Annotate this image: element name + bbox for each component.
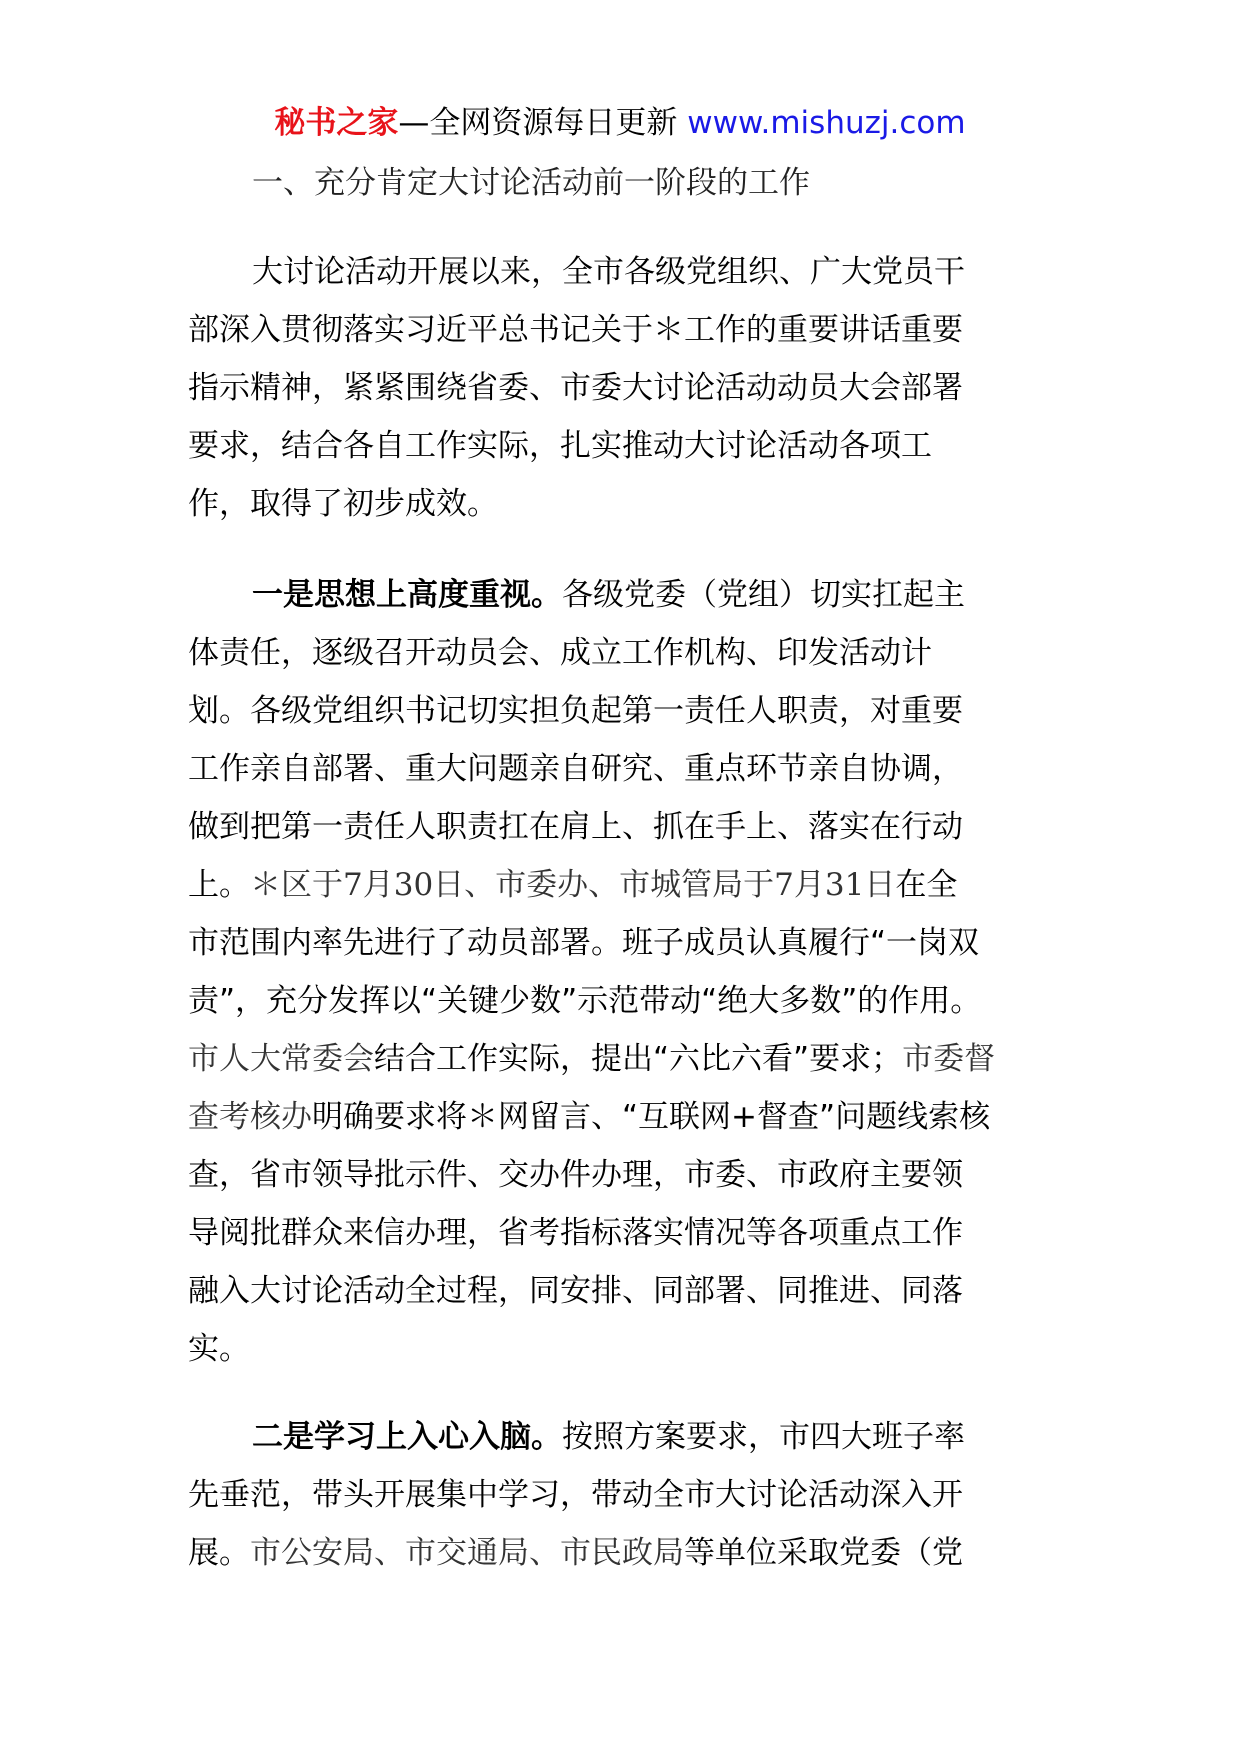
website-link[interactable]: www.mishuzj.com bbox=[687, 105, 966, 141]
paragraph-line: 责”，充分发挥以“关键少数”示范带动“绝大多数”的作用。 bbox=[188, 983, 982, 1019]
watermark-header bbox=[0, 100, 1240, 146]
point-lead: 二是学习上入心入脑。 bbox=[252, 1419, 562, 1455]
brand-name: 秘书之家 bbox=[274, 105, 399, 141]
paragraph-line: 市人大常委会结合工作实际，提出“六比六看”要求；市委督 bbox=[188, 1041, 996, 1077]
paragraph-line: 导阅批群众来信办理，省考指标落实情况等各项重点工作 bbox=[188, 1215, 963, 1251]
paragraph-line: 作，取得了初步成效。 bbox=[188, 486, 498, 522]
paragraph-intro bbox=[188, 243, 1058, 533]
paragraph-line: 体责任，逐级召开动员会、成立工作机构、印发活动计 bbox=[188, 635, 932, 671]
paragraph-line: 实。 bbox=[188, 1331, 250, 1367]
paragraph-line: 市范围内率先进行了动员部署。班子成员认真履行“一岗双 bbox=[188, 925, 980, 961]
slogan-text: —全网资源每日更新 bbox=[398, 105, 688, 141]
paragraph-line: 工作亲自部署、重大问题亲自研究、重点环节亲自协调， bbox=[188, 751, 963, 787]
paragraph-line: 做到把第一责任人职责扛在肩上、抓在手上、落实在行动 bbox=[188, 809, 963, 845]
paragraph-line: 二是学习上入心入脑。按照方案要求，市四大班子率 bbox=[252, 1419, 965, 1455]
paragraph-line: 大讨论活动开展以来，全市各级党组织、广大党员干 bbox=[252, 254, 965, 290]
section-heading: 一、充分肯定大讨论活动前一阶段的工作 bbox=[252, 165, 810, 201]
paragraph-line: 查，省市领导批示件、交办件办理，市委、市政府主要领 bbox=[188, 1157, 963, 1193]
paragraph-thought bbox=[188, 566, 1058, 1378]
paragraph-line: 部深入贯彻落实习近平总书记关于＊工作的重要讲话重要 bbox=[188, 312, 963, 348]
paragraph-line: 指示精神，紧紧围绕省委、市委大讨论活动动员大会部署 bbox=[188, 370, 963, 406]
paragraph-line: 融入大讨论活动全过程，同安排、同部署、同推进、同落 bbox=[188, 1273, 963, 1309]
paragraph-line: 展。市公安局、市交通局、市民政局等单位采取党委（党 bbox=[188, 1535, 963, 1571]
paragraph-line: 先垂范，带头开展集中学习，带动全市大讨论活动深入开 bbox=[188, 1477, 963, 1513]
paragraph-line: 查考核办明确要求将＊网留言、“互联网+督查”问题线索核 bbox=[188, 1099, 991, 1135]
paragraph-line: 上。＊区于7月30日、市委办、市城管局于7月31日在全 bbox=[188, 867, 958, 903]
point-lead: 一是思想上高度重视。 bbox=[252, 577, 562, 613]
paragraph-line: 划。各级党组织书记切实担负起第一责任人职责，对重要 bbox=[188, 693, 963, 729]
paragraph-line: 要求，结合各自工作实际，扎实推动大讨论活动各项工 bbox=[188, 428, 932, 464]
paragraph-line: 一是思想上高度重视。各级党委（党组）切实扛起主 bbox=[252, 577, 965, 613]
paragraph-study bbox=[188, 1408, 1058, 1582]
